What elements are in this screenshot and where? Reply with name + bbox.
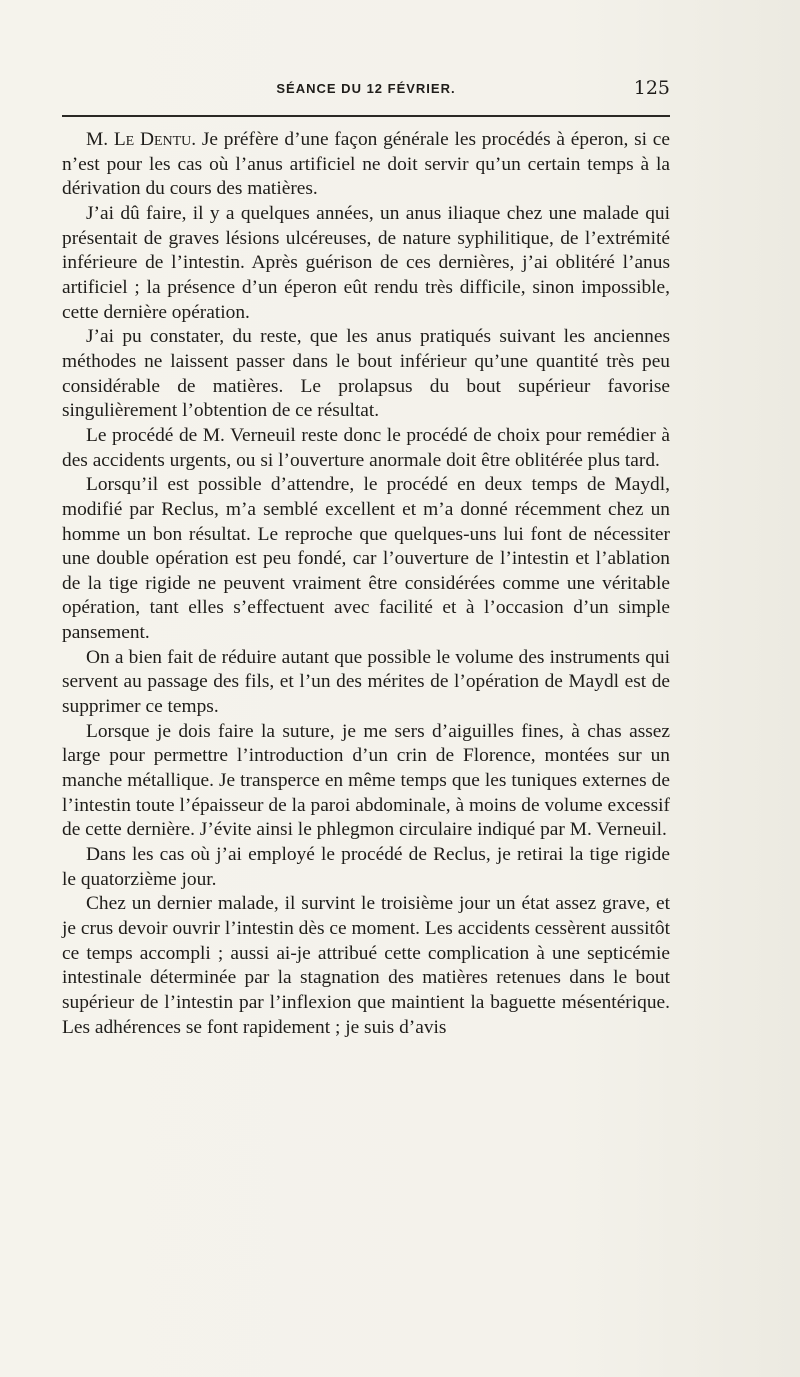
paragraph: J’ai pu constater, du reste, que les anus pratiqués suivant les anciennes méthodes ne laissent passer dans le bout inférieur qu’une quantité très peu considérable de matières. Le prolapsus du bout supérieur favorise singulièrement l’obtention de ce résultat. (62, 326, 670, 422)
speaker-name: M. Le Dentu. (86, 129, 197, 150)
running-head: SÉANCE DU 12 FÉVRIER. (276, 81, 456, 96)
paragraph: On a bien fait de réduire autant que possible le volume des instruments qui servent au passage des fils, et l’un des mérites de l’opération de Maydl est de supprimer ce temps. (62, 646, 670, 718)
paragraph: Lorsque je dois faire la suture, je me sers d’aiguilles fines, à chas assez large pour permettre l’introduction d’un crin de Florence, montées sur un manche métallique. Je transperce en même temps que les tuniques externes de l’intestin toute l’épaisseur de la paroi abdominale, à moins de volume excessif de cette dernière. J’évite ainsi le phlegmon circulaire indiqué par M. Verneuil. (62, 720, 670, 841)
body-text (62, 128, 670, 1040)
paragraph: Le procédé de M. Verneuil reste donc le procédé de choix pour remédier à des accidents urgents, ou si l’ouverture anormale doit être oblitérée plus tard. (62, 424, 670, 471)
paragraph: Lorsqu’il est possible d’attendre, le procédé en deux temps de Maydl, modifié par Reclus, m’a semblé excellent et m’a donné récemment chez un homme un bon résultat. Le reproche que quelques-uns lui font de nécessiter une double opération est peu fondé, car l’ouverture de l’intestin et l’ablation de la tige rigide ne peuvent vraiment être considérées comme une véritable opération, tant elles s’effectuent avec facilité et à l’occasion d’un simple pansement. (62, 474, 670, 644)
paragraph: Chez un dernier malade, il survint le troisième jour un état assez grave, et je crus devoir ouvrir l’intestin dès ce moment. Les accidents cessèrent aussitôt ce temps accompli ; aussi ai-je attribué cette complication à une septicémie intestinale déterminée par la stagnation des matières retenues dans le bout supérieur de l’intestin par l’inflexion que maintient la baguette mésentérique. Les adhérences se font rapidement ; je suis d’avis (62, 893, 670, 1038)
paragraph: J’ai dû faire, il y a quelques années, un anus iliaque chez une malade qui présentait de graves lésions ulcéreuses, de nature syphilitique, de l’extrémité inférieure de l’intestin. Après guérison de ces dernières, j’ai oblitéré l’anus artificiel ; la présence d’un éperon eût rendu très difficile, sinon impossible, cette dernière opération. (62, 202, 670, 323)
paragraph: Dans les cas où j’ai employé le procédé de Reclus, je retirai la tige rigide le quatorzième jour. (62, 844, 670, 890)
page-number: 125 (633, 77, 670, 99)
paragraph (62, 128, 670, 202)
page-header (62, 77, 670, 101)
header-rule (62, 115, 670, 117)
paragraph-text: Je préfère d’une façon générale les procédés à éperon, si ce n’est pour les cas où l’anus artificiel ne doit servir qu’un certain temps à la dérivation du cours des matières. (62, 129, 670, 200)
